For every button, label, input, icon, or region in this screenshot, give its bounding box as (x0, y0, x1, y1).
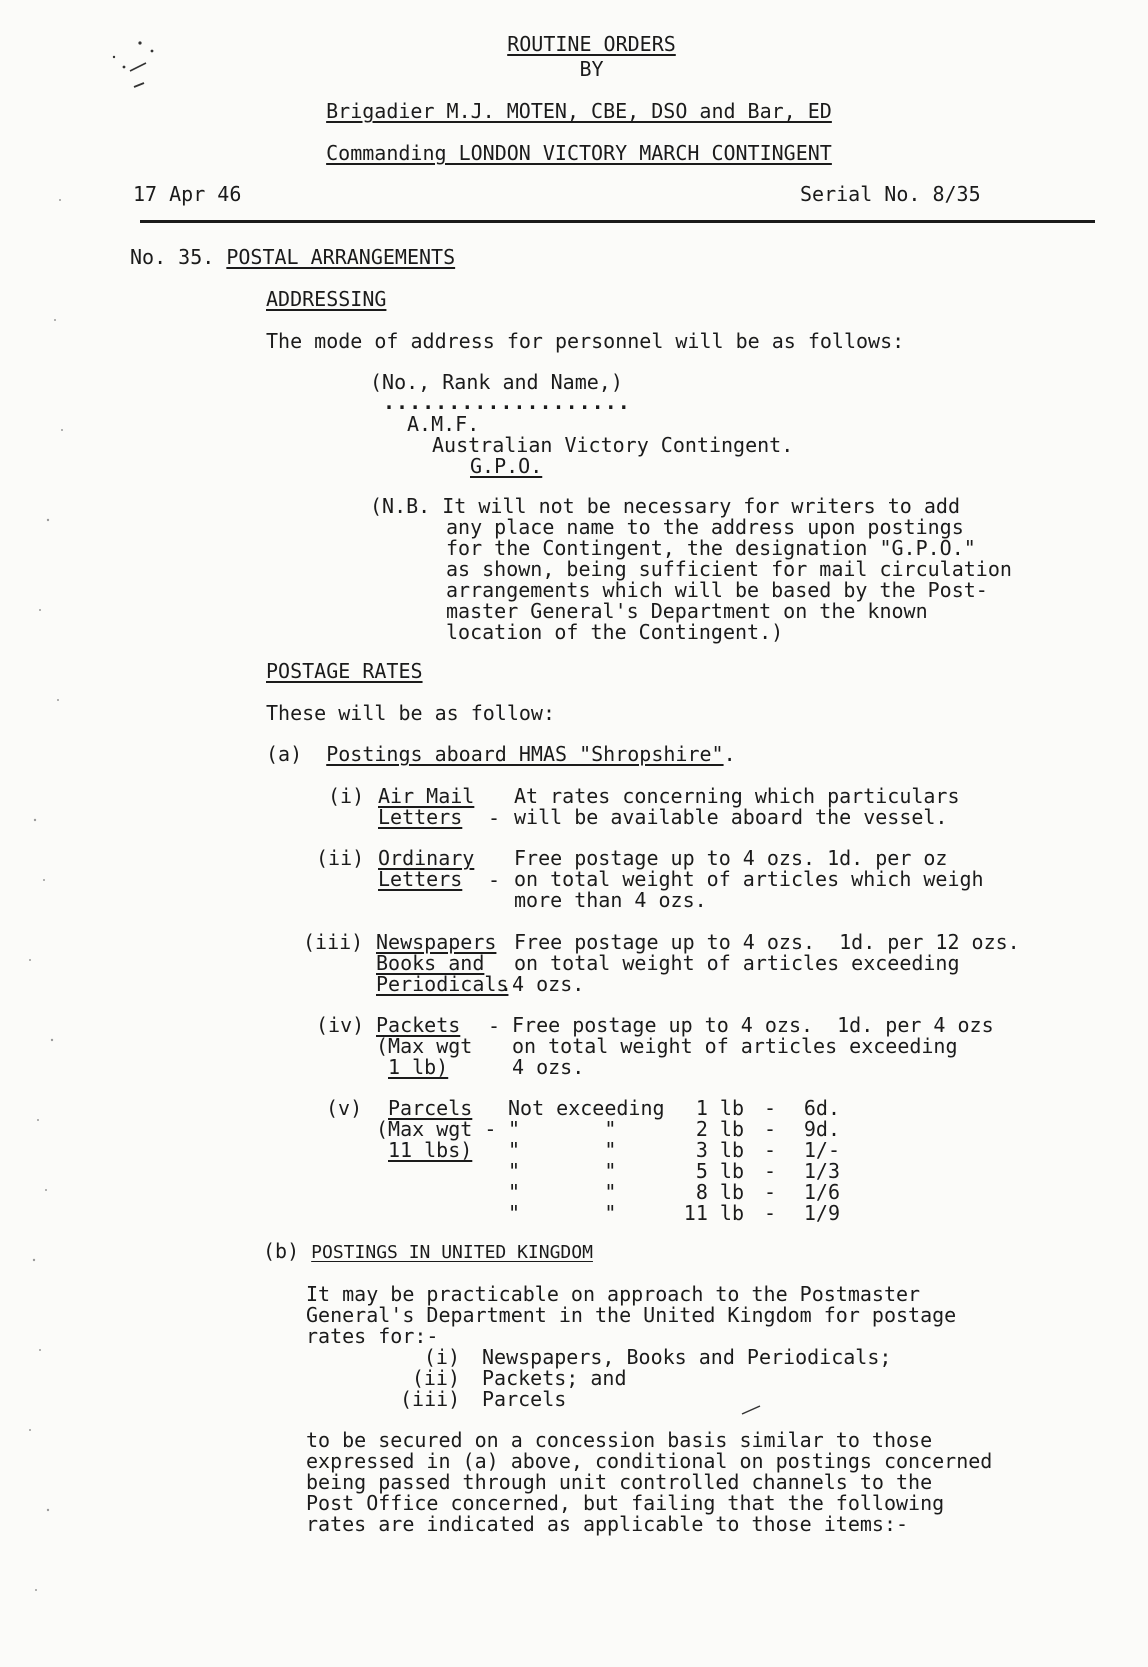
parcel-rate: 9d. (803, 1117, 840, 1141)
item-name-line: Letters (378, 805, 463, 829)
section-a-title: Postings aboard HMAS "Shropshire" (326, 742, 724, 766)
rate-item-iv (316, 1015, 364, 1036)
item-text-line: will be available aboard the vessel. (514, 805, 948, 829)
scan-specks (0, 0, 90, 1667)
section-b-title: POSTINGS IN UNITED KINGDOM (311, 1242, 593, 1263)
address-line-4: Australian Victory Contingent. (432, 433, 794, 457)
list-number: (i) (423, 1345, 460, 1369)
section-a-label: (a) (266, 742, 303, 766)
address-line-3: A.M.F. (407, 412, 480, 436)
addressing-heading: ADDRESSING (266, 287, 387, 311)
parcel-rate-row (508, 1161, 616, 1182)
closing-line: to be secured on a concession basis similar to those (306, 1428, 933, 1452)
item-number: (ii) (316, 846, 365, 870)
rate-item-ii-name (378, 848, 474, 890)
rate-item-iii-name (376, 932, 508, 995)
nb-line: (N.B. It will not be necessary for writers to add (370, 494, 961, 518)
nb-line: any place name to the address upon postings (446, 515, 964, 539)
section-b-intro (306, 1284, 956, 1347)
item-name-line: Packets (376, 1013, 461, 1037)
parcel-prefix: " " (508, 1117, 617, 1141)
rate-item-iii (303, 932, 363, 953)
parcel-weight: 5 lb (695, 1159, 744, 1183)
pen-tick (740, 1404, 764, 1416)
section-b-list (482, 1347, 891, 1410)
item-text-line: on total weight of articles exceeding (514, 951, 960, 975)
doc-date: 17 Apr 46 (133, 182, 242, 206)
parcel-weight: 8 lb (695, 1180, 744, 1204)
parcel-rates (790, 1098, 840, 1224)
closing-line: being passed through unit controlled channels to the (306, 1470, 933, 1494)
parcel-rate-row (508, 1182, 616, 1203)
parcel-weights (668, 1098, 744, 1224)
closing-line: expressed in (a) above, conditional on postings concerned (306, 1449, 993, 1473)
rate-item-ii (316, 848, 364, 869)
parcel-rate-row (508, 1098, 665, 1119)
order-title: POSTAL ARRANGEMENTS (226, 245, 456, 269)
item-text-line: 4 ozs. (512, 1055, 585, 1079)
serial-number: Serial No. 8/35 (800, 182, 981, 206)
item-text-line: more than 4 ozs. (514, 888, 707, 912)
parcel-weight: 3 lb (695, 1138, 744, 1162)
item-name-line: (Max wgt (376, 1034, 473, 1058)
addressing-intro: The mode of address for personnel will be as follows: (266, 329, 905, 353)
item-text-line: Free postage up to 4 ozs. 1d. per oz (514, 846, 948, 870)
item-text-line: At rates concerning which particulars (514, 784, 960, 808)
order-heading (130, 246, 455, 268)
rate-item-iv-text (512, 1015, 994, 1078)
parcel-rate: 1/6 (803, 1180, 840, 1204)
parcel-prefix: " " (508, 1201, 617, 1225)
parcel-weight: 11 lb (683, 1201, 744, 1225)
rate-item-i (328, 786, 364, 807)
list-number: (iii) (400, 1387, 461, 1411)
item-name-line: Letters (378, 867, 463, 891)
doc-by: BY (579, 57, 604, 81)
section-b-label: (b) (263, 1239, 300, 1263)
intro-line: rates for:- (306, 1324, 439, 1348)
doc-title: ROUTINE ORDERS (507, 32, 676, 56)
item-text-line: on total weight of articles which weigh (514, 867, 984, 891)
nb-line: location of the Contingent.) (446, 620, 784, 644)
nb-line: for the Contingent, the designation "G.P.O." (446, 536, 976, 560)
section-b-list-numbers (400, 1347, 460, 1410)
closing-line: rates are indicated as applicable to those items:- (306, 1512, 909, 1536)
nb-line: master General's Department on the known (446, 599, 928, 623)
postage-heading: POSTAGE RATES (266, 659, 423, 683)
item-name-line: (Max wgt - (376, 1117, 497, 1141)
section-a-end: . (723, 742, 736, 766)
item-text-line: Free postage up to 4 ozs. 1d. per 4 ozs (512, 1013, 994, 1037)
section-a-heading (266, 743, 736, 765)
list-item: Newspapers, Books and Periodicals; (482, 1345, 892, 1369)
item-name-line: 1 lb) (388, 1055, 449, 1079)
nb-paragraph (370, 496, 1012, 643)
item-name-line: Books and (376, 951, 485, 975)
parcel-prefix: " " (508, 1180, 617, 1204)
rate-item-i-text (514, 786, 960, 828)
parcel-rate-row (508, 1119, 616, 1140)
parcel-prefix: " " (508, 1159, 617, 1183)
item-name-line: Air Mail (378, 784, 475, 808)
command-line: Commanding LONDON VICTORY MARCH CONTINGENT (326, 141, 832, 165)
item-name-line: 11 lbs) (388, 1138, 473, 1162)
address-line-5: G.P.O. (470, 454, 543, 478)
parcel-prefix: " " (508, 1138, 617, 1162)
address-line-1: (No., Rank and Name,) (370, 370, 623, 394)
item-number: (v) (326, 1096, 363, 1120)
parcel-rate-row (508, 1203, 616, 1224)
header-block (0, 33, 1148, 80)
item-name-line: Periodicals (376, 972, 509, 996)
intro-line: It may be practicable on approach to the Postmaster (306, 1282, 921, 1306)
item-text-line: .4 ozs. (500, 972, 585, 996)
parcel-weight: 2 lb (695, 1117, 744, 1141)
parcel-rate: 1/- (803, 1138, 840, 1162)
item-text-line: Free postage up to 4 ozs. 1d. per 12 ozs. (514, 930, 1020, 954)
rate-item-iv-name (376, 1015, 472, 1078)
nb-line: arrangements which will be based by the Post- (446, 578, 988, 602)
address-dots: ................... (383, 390, 631, 414)
parcel-rate: 6d. (803, 1096, 840, 1120)
rate-item-i-name (378, 786, 474, 828)
parcel-rate-row (508, 1140, 616, 1161)
closing-line: Post Office concerned, but failing that the following (306, 1491, 945, 1515)
item-number: (iv) (316, 1013, 365, 1037)
rate-item-v (326, 1098, 362, 1119)
rate-item-iii-text (500, 930, 1020, 996)
item-text-line: on total weight of articles exceeding (512, 1034, 958, 1058)
section-b-closing (306, 1430, 992, 1535)
rate-item-v-name (376, 1098, 496, 1161)
header-rule (140, 220, 1095, 223)
parcel-prefix: Not exceeding (508, 1096, 665, 1120)
rate-item-ii-dash: - (488, 868, 501, 892)
item-number: (i) (328, 784, 365, 808)
parcel-weight: 1 lb (695, 1096, 744, 1120)
list-number: (ii) (411, 1366, 460, 1390)
order-number: No. 35. (130, 245, 215, 269)
nb-line: as shown, being sufficient for mail circulation (446, 557, 1012, 581)
rate-item-i-dash: - (488, 806, 501, 830)
item-name-line: Ordinary (378, 846, 475, 870)
section-b-heading (263, 1240, 593, 1264)
commander-name: Brigadier M.J. MOTEN, CBE, DSO and Bar, ED (326, 99, 832, 123)
parcel-dashes: - - - - - - (764, 1096, 777, 1225)
intro-line: General's Department in the United Kingdom for postage (306, 1303, 957, 1327)
postage-intro: These will be as follow: (266, 701, 555, 725)
parcel-rate: 1/9 (803, 1201, 840, 1225)
item-number: (iii) (303, 930, 364, 954)
item-name-line: Parcels (388, 1096, 473, 1120)
list-item: Parcels (482, 1387, 567, 1411)
rate-item-iv-dash: - (488, 1014, 501, 1038)
parcel-rate: 1/3 (803, 1159, 840, 1183)
list-item: Packets; and (482, 1366, 627, 1390)
rate-item-ii-text (514, 848, 984, 911)
item-name-line: Newspapers (376, 930, 497, 954)
